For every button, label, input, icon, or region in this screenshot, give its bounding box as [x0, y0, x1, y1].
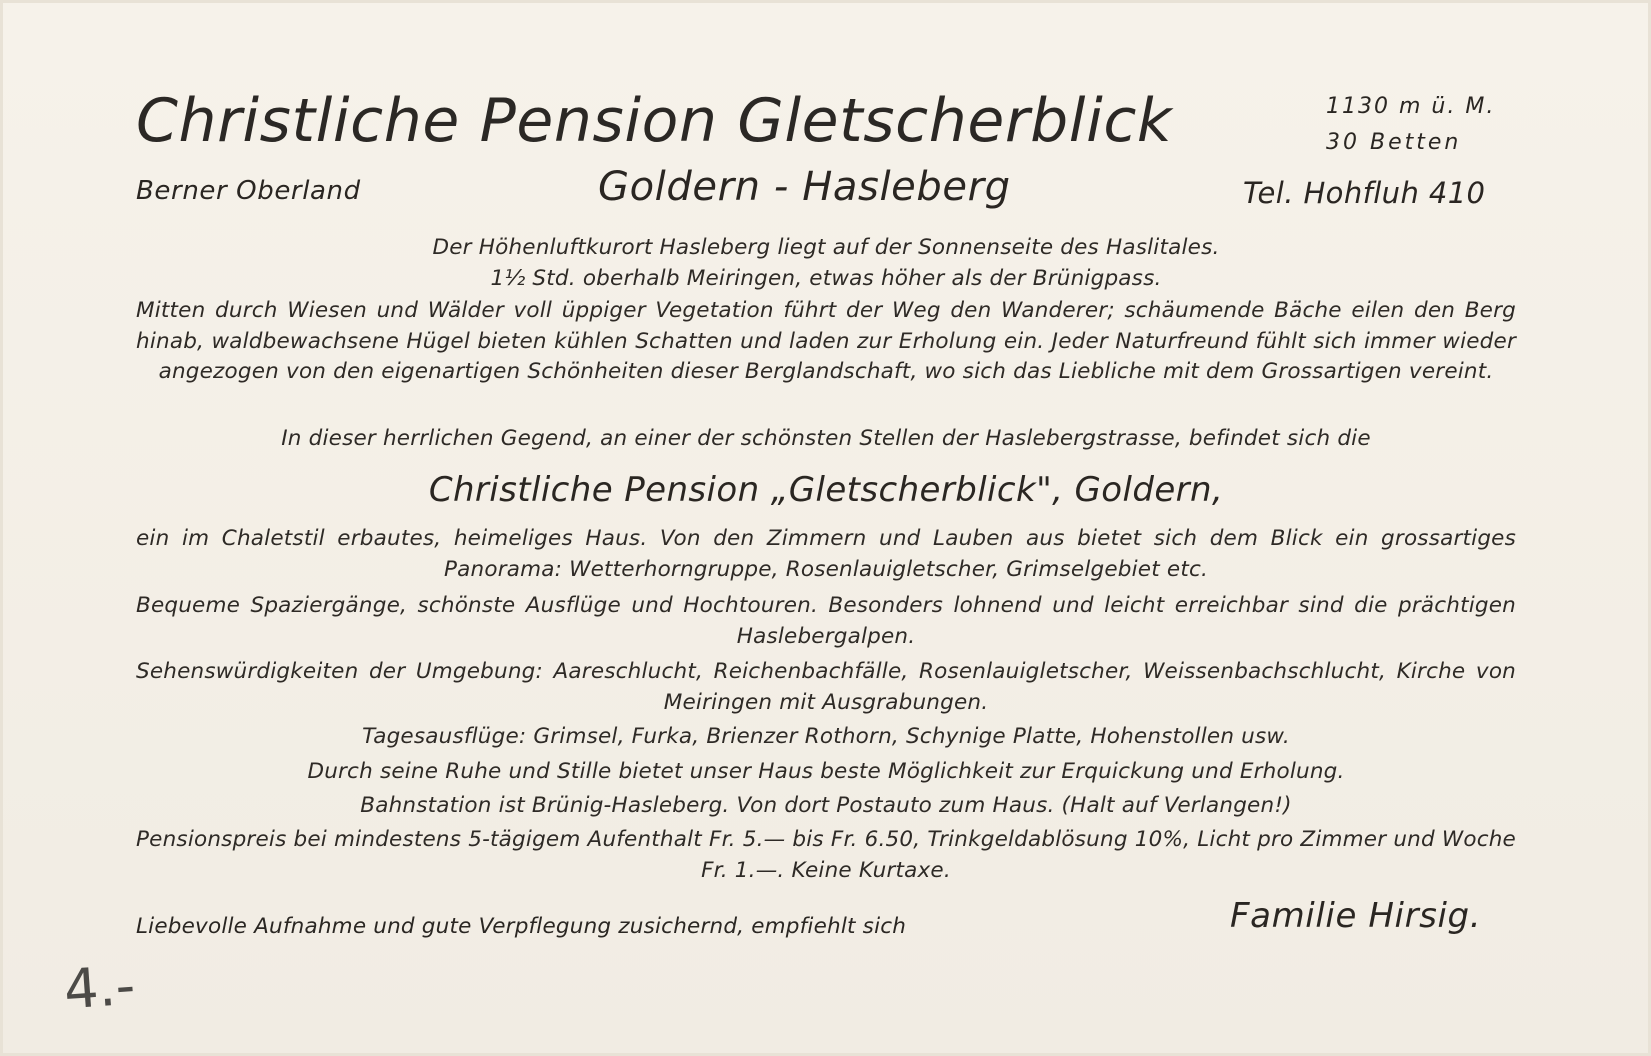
walks-paragraph: Bequeme Spaziergänge, schönste Ausflüge und Hochtouren. Besonders lohnend und leicht erreichbar sind die prächtigen Haslebergalpen.	[136, 593, 1516, 649]
beds-text: 30 Betten	[1326, 130, 1462, 155]
region-text: Berner Oberland	[136, 176, 361, 206]
landscape-paragraph: Mitten durch Wiesen und Wälder voll üppiger Vegetation führt der Weg den Wanderer; schäumende Bäche eilen den Berg hinab, waldbewachsene Hügel bieten kühlen Schatten und laden zur Erholung ein. Jeder Naturfreund fühlt sich immer wieder angezogen von den eigenartigen Schönheiten dieser Berglandschaft, wo sich das Liebliche mit dem Grossartigen vereint.	[136, 298, 1516, 384]
location-paragraph: In dieser herrlichen Gegend, an einer der schönsten Stellen der Haslebergstrasse, befindet sich die	[281, 426, 1371, 451]
rest-paragraph: Durch seine Ruhe und Stille bietet unser Haus beste Möglichkeit zur Erquickung und Erholung.	[307, 759, 1345, 784]
main-title: Christliche Pension Gletscherblick	[136, 86, 1173, 156]
altitude-text: 1130 m ü. M.	[1326, 94, 1496, 119]
location-title: Goldern - Hasleberg	[598, 164, 1011, 210]
sights-paragraph: Sehenswürdigkeiten der Umgebung: Aareschlucht, Reichenbachfälle, Rosenlauigletscher, Weissenbachschlucht, Kirche von Meiringen mit Ausgrabungen.	[136, 659, 1516, 715]
intro-line-2: 1½ Std. oberhalb Meiringen, etwas höher als der Brünigpass.	[490, 265, 1162, 291]
station-paragraph: Bahnstation ist Brünig-Hasleberg. Von dort Postauto zum Haus. (Halt auf Verlangen!)	[360, 793, 1292, 818]
handwritten-price-note: 4.-	[61, 953, 138, 1022]
pension-name-heading: Christliche Pension „Gletscherblick", Goldern,	[428, 470, 1224, 510]
closing-text: Liebevolle Aufnahme und gute Verpflegung zusichernd, empfiehlt sich	[136, 914, 907, 939]
intro-line-1: Der Höhenluftkurort Hasleberg liegt auf der Sonnenseite des Haslitales.	[432, 235, 1220, 260]
house-paragraph: ein im Chaletstil erbautes, heimeliges Haus. Von den Zimmern und Lauben aus bietet sich dem Blick ein grossartiges Panorama: Wetterhorngruppe, Rosenlauigletscher, Grimselgebiet etc.	[136, 526, 1516, 582]
intro-block	[136, 233, 1516, 294]
price-paragraph: Pensionspreis bei mindestens 5-tägigem Aufenthalt Fr. 5.— bis Fr. 6.50, Trinkgeldablösung 10%, Licht pro Zimmer und Woche Fr. 1.—. Keine Kurtaxe.	[136, 827, 1516, 883]
signature-text: Familie Hirsig.	[1230, 896, 1482, 936]
phone-text: Tel. Hohfluh 410	[1243, 176, 1486, 210]
trips-paragraph: Tagesausflüge: Grimsel, Furka, Brienzer Rothorn, Schynige Platte, Hohenstollen usw.	[362, 724, 1290, 749]
